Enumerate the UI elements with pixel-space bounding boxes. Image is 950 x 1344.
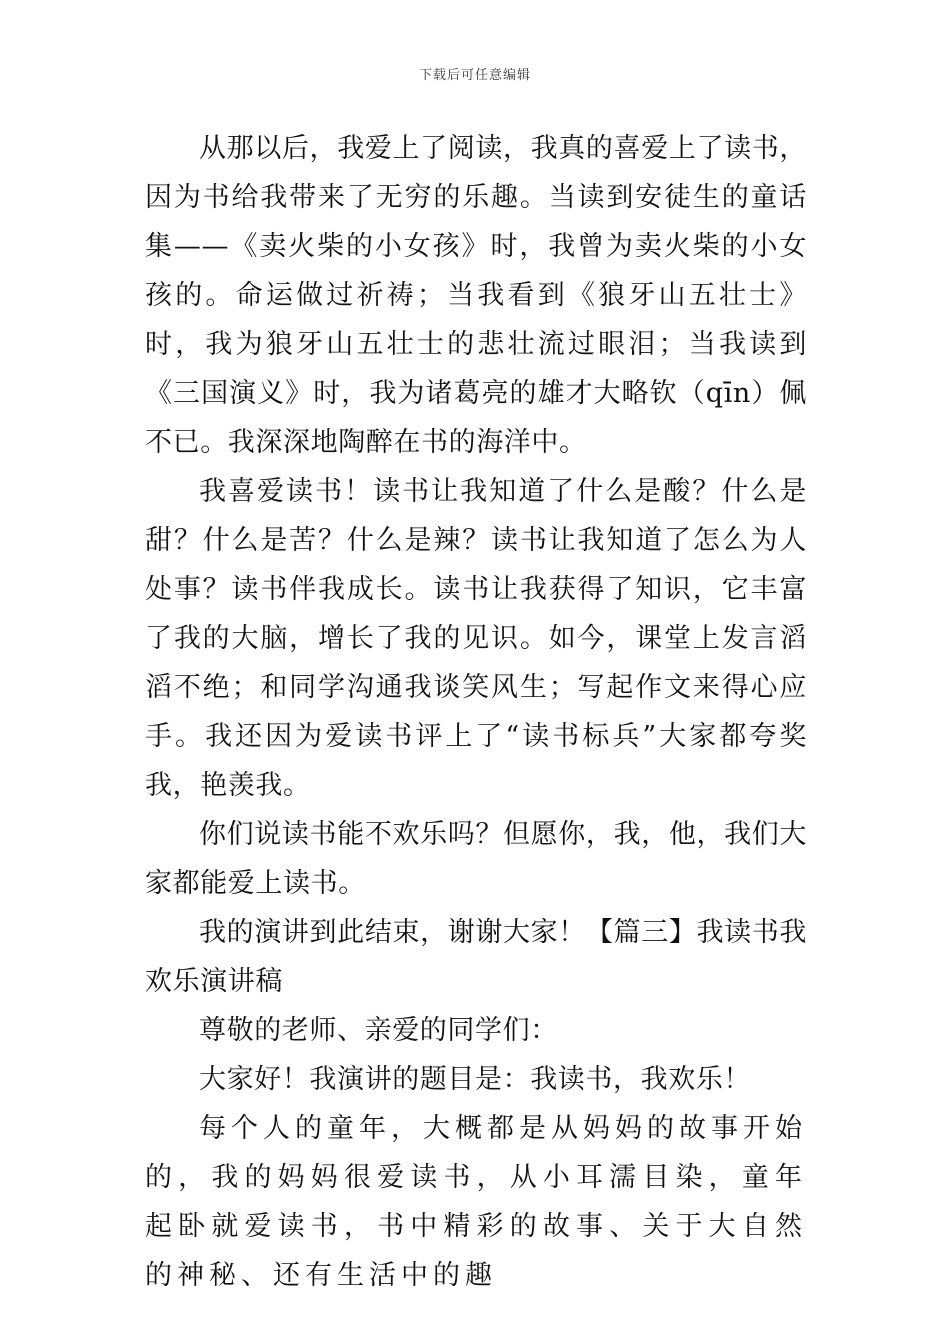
paragraph-question: 你们说读书能不欢乐吗？但愿你，我，他，我们大家都能爱上读书。: [145, 819, 807, 899]
paragraph-closing: 我的演讲到此结束，谢谢大家！【篇三】我读书我欢乐演讲稿: [145, 917, 807, 997]
page-header-note: 下载后可任意编辑: [418, 68, 531, 83]
paragraph-salutation: 尊敬的老师、亲爱的同学们：: [199, 1015, 558, 1046]
paragraph-love-reading: 我喜爱读书！读书让我知道了什么是酸？什么是甜？什么是苦？什么是辣？读书让我知道了怎么为人处事？读书伴我成长。读书让我获得了知识，它丰富了我的大脑，增长了我的见识。如今，课堂上发言滔滔不绝；和同学沟通我谈笑风生；写起作文来得心应手。我还因为爱读书评上了“读书标兵”大家都夸奖我，艳羡我。: [145, 476, 807, 801]
paragraph-greeting: 大家好！我演讲的题目是：我读书，我欢乐！: [199, 1064, 751, 1095]
paragraph-reading-joy: 从那以后，我爱上了阅读，我真的喜爱上了读书，因为书给我带来了无穷的乐趣。当读到安徒生的童话集——《卖火柴的小女孩》时，我曾为卖火柴的小女孩的。命运做过祈祷；当我看到《狼牙山五壮士》时，我为狼牙山五壮士的悲壮流过眼泪；当我读到《三国演义》时，我为诸葛亮的雄才大略钦（qīn）佩不已。我深深地陶醉在书的海洋中。: [145, 133, 807, 458]
document-body: [145, 124, 807, 1300]
paragraph-childhood: 每个人的童年，大概都是从妈妈的故事开始的，我的妈妈很爱读书，从小耳濡目染，童年起卧就爱读书，书中精彩的故事、关于大自然的神秘、还有生活中的趣: [145, 1113, 807, 1291]
